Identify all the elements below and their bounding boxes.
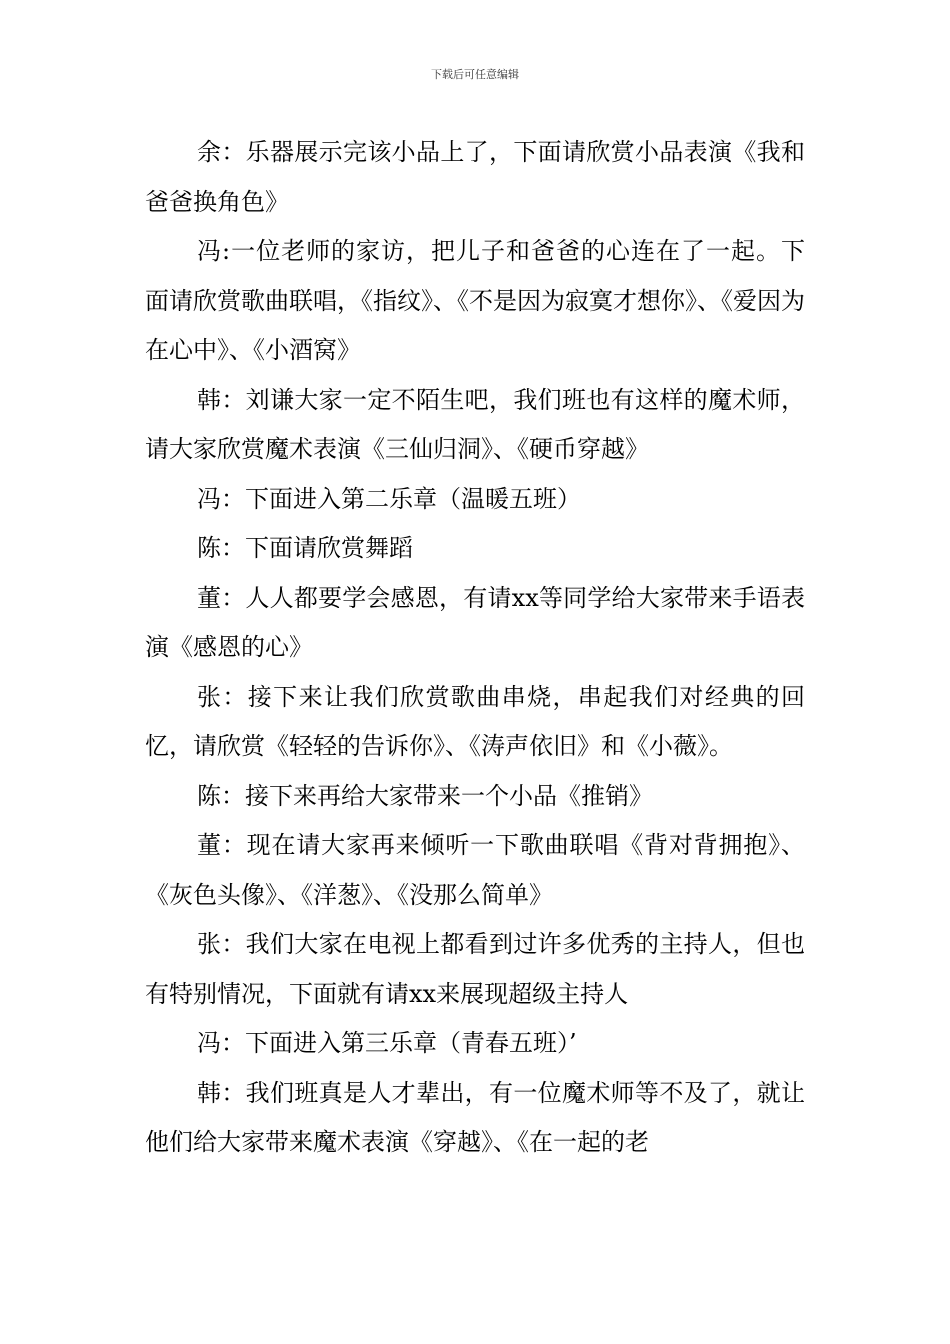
paragraph: 余：乐器展示完该小品上了，下面请欣赏小品表演《我和爸爸换角色》 [145,138,805,216]
paragraph: 董：人人都要学会感恩，有请xx等同学给大家带来手语表演《感恩的心》 [145,583,805,661]
paragraph: 韩：刘谦大家一定不陌生吧，我们班也有这样的魔术师，请大家欣赏魔术表演《三仙归洞》、《硬币穿越》 [145,385,805,463]
paragraph: 张：我们大家在电视上都看到过许多优秀的主持人，但也有特别情况，下面就有请xx来展现超级主持人 [145,930,805,1008]
document-body [145,128,805,1168]
paragraph: 张：接下来让我们欣赏歌曲串烧，串起我们对经典的回忆，请欣赏《轻轻的告诉你》、《涛声依旧》和《小薇》。 [145,682,805,760]
paragraph: 冯：下面进入第三乐章（青春五班）’ [197,1029,577,1057]
paragraph: 冯：下面进入第二乐章（温暖五班） [197,484,581,513]
paragraph: 冯:一位老师的家访，把儿子和爸爸的心连在了一起。下面请欣赏歌曲联唱，《指纹》、《不是因为寂寞才想你》、《爱因为在心中》、《小酒窝》 [145,237,805,364]
page-header-note: 下载后可任意编辑 [431,68,519,81]
paragraph: 陈：下面请欣赏舞蹈 [197,534,413,562]
paragraph: 韩：我们班真是人才辈出，有一位魔术师等不及了，就让他们给大家带来魔术表演《穿越》、《在一起的老 [145,1078,805,1156]
paragraph: 陈：接下来再给大家带来一个小品《推销》 [197,781,653,810]
paragraph: 董：现在请大家再来倾听一下歌曲联唱《背对背拥抱》、《灰色头像》、《洋葱》、《没那么简单》 [145,831,805,909]
